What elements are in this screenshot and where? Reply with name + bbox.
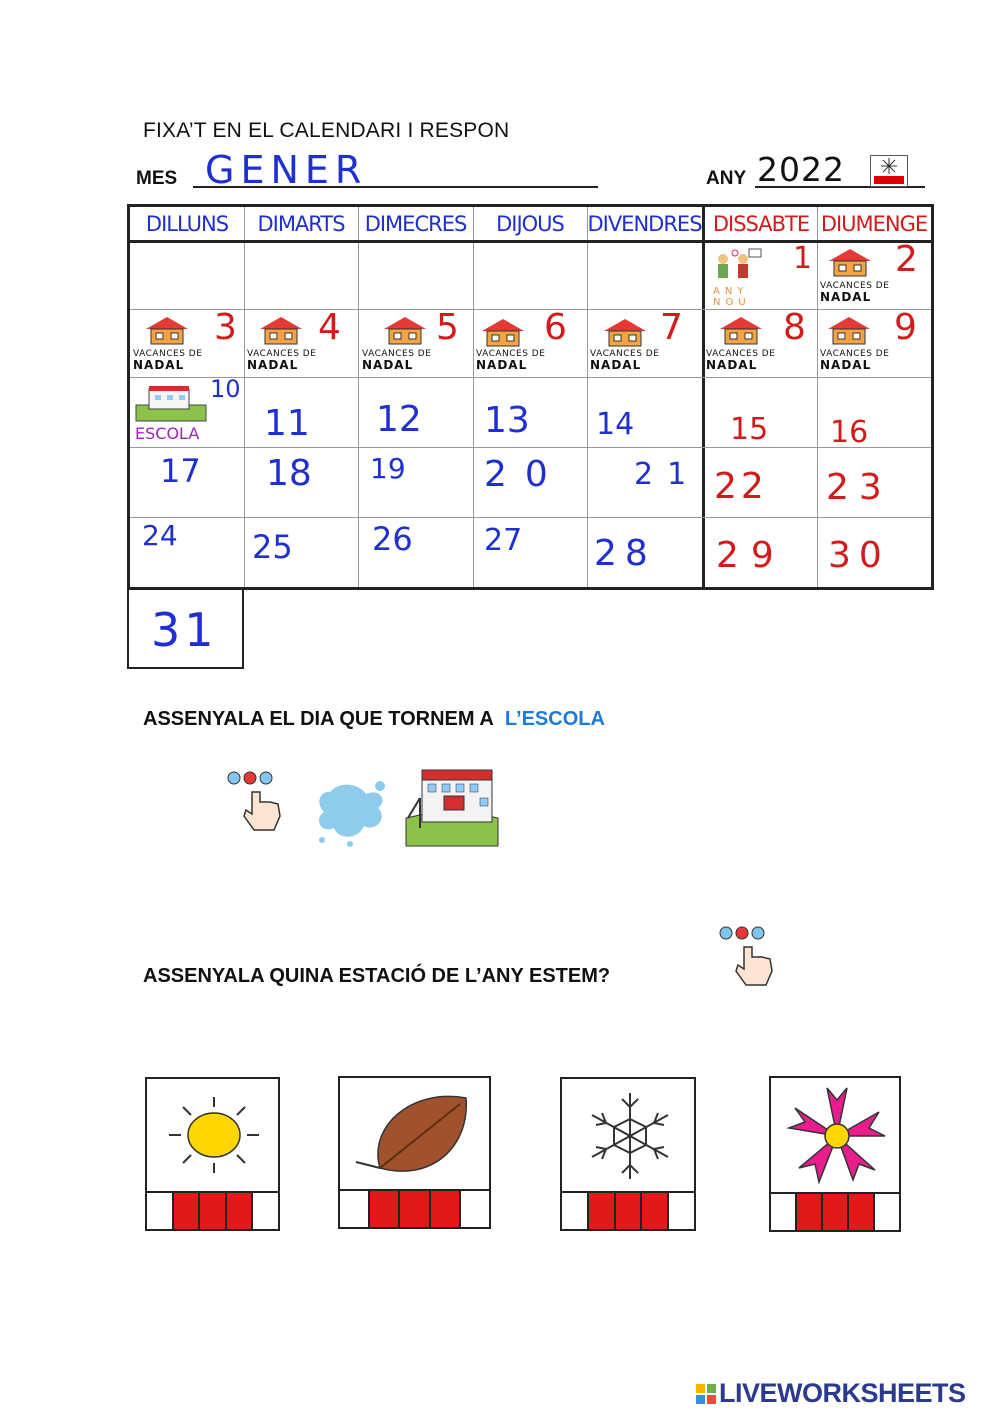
day-3[interactable]: 3 [214,307,237,348]
liveworksheets-logo: LIVEWORKSHEETS [696,1378,966,1409]
weekday-friday: DIVENDRES [587,212,702,236]
snowflake-icon [562,1079,698,1193]
house-icon [382,315,428,345]
season-answer-bar [771,1192,899,1230]
paint-splash-icon [310,774,390,848]
house-icon [258,315,304,345]
day-5[interactable]: 5 [436,307,459,348]
instruction-title: FIXA’T EN EL CALENDARI I RESPON [143,119,510,142]
season-card-autumn[interactable] [338,1076,491,1229]
weekday-sunday: DIUMENGE [820,212,928,236]
season-card-winter[interactable] [560,1077,696,1231]
day-12[interactable]: 12 [376,399,422,440]
vacances-label: VACANCES DE NADAL [362,349,432,372]
season-card-summer[interactable] [145,1077,280,1231]
brand-icon [696,1384,716,1404]
house-icon [826,315,872,345]
vacances-label: VACANCES DE NADAL [820,349,890,372]
day-27[interactable]: 27 [484,523,523,558]
day-14[interactable]: 14 [596,407,635,442]
day-29[interactable]: 29 [716,535,786,576]
day-8[interactable]: 8 [783,307,806,348]
year-label: ANY [706,168,747,189]
leaf-icon [340,1078,493,1192]
weekday-tuesday: DIMARTS [257,212,345,236]
day-24[interactable]: 24 [142,519,178,552]
day-10[interactable]: 10 [210,375,241,403]
calendar-day-31-cell [127,587,244,669]
season-answer-bar [562,1191,694,1229]
day-18[interactable]: 18 [266,453,312,494]
escola-label: ESCOLA [135,424,200,443]
point-icon [226,770,286,836]
new-year-celebration-icon [713,247,763,283]
day-16[interactable]: 16 [830,415,869,450]
vacances-label: VACANCES DE NADAL [133,349,203,372]
vacances-label: VACANCES DE NADAL [590,349,660,372]
day-30[interactable]: 30 [828,535,890,576]
day-11[interactable]: 11 [264,403,310,444]
month-label: MES [136,168,178,189]
vacances-label: VACANCES DE NADAL [820,281,890,304]
month-value: GENER [205,148,368,192]
season-answer-bar [147,1191,278,1229]
day-25[interactable]: 25 [252,528,293,566]
day-17[interactable]: 17 [160,452,201,490]
day-7[interactable]: 7 [660,307,683,348]
school-icon [135,383,207,423]
question-school-accent: L’ESCOLA [504,708,605,730]
day-4[interactable]: 4 [318,307,341,348]
school-icon [404,768,500,850]
vacances-label: VACANCES DE NADAL [247,349,317,372]
flower-icon [771,1078,903,1192]
day-21[interactable]: 21 [634,457,701,492]
day-20[interactable]: 20 [484,454,566,495]
house-icon [718,315,764,345]
day-6[interactable]: 6 [544,307,567,348]
year-value: 2022 [757,150,845,189]
day-15[interactable]: 15 [730,412,769,447]
house-icon [480,317,526,347]
day-31[interactable]: 31 [151,603,218,657]
weekday-monday: DILLUNS [145,212,229,236]
question-season: ASSENYALA QUINA ESTACIÓ DE L’ANY ESTEM? [143,965,611,987]
day-13[interactable]: 13 [484,400,530,441]
point-icon [718,925,778,991]
day-28[interactable]: 28 [594,533,656,574]
house-icon [144,315,190,345]
weekday-saturday: DISSABTE [712,212,810,236]
house-icon [602,317,648,347]
day-9[interactable]: 9 [894,307,917,348]
day-23[interactable]: 23 [826,467,892,508]
house-icon [827,247,873,277]
day-22[interactable]: 22 [714,466,768,507]
day-2[interactable]: 2 [895,239,918,280]
season-answer-bar [340,1189,489,1227]
sun-icon [147,1079,282,1193]
season-card-spring[interactable] [769,1076,901,1232]
calendar-grid [127,204,934,590]
day-26[interactable]: 26 [372,520,413,558]
question-school-day: ASSENYALA EL DIA QUE TORNEM A L’ESCOLA [143,708,605,730]
day-1[interactable]: 1 [793,241,813,276]
winter-snowflake-icon [870,155,908,187]
weekday-wednesday: DIMECRES [364,212,467,236]
vacances-label: VACANCES DE NADAL [706,349,776,372]
vacances-label: VACANCES DE NADAL [476,349,546,372]
any-nou-label: ANY NOU [713,286,751,308]
day-19[interactable]: 19 [370,452,406,485]
weekday-thursday: DIJOUS [496,212,564,236]
